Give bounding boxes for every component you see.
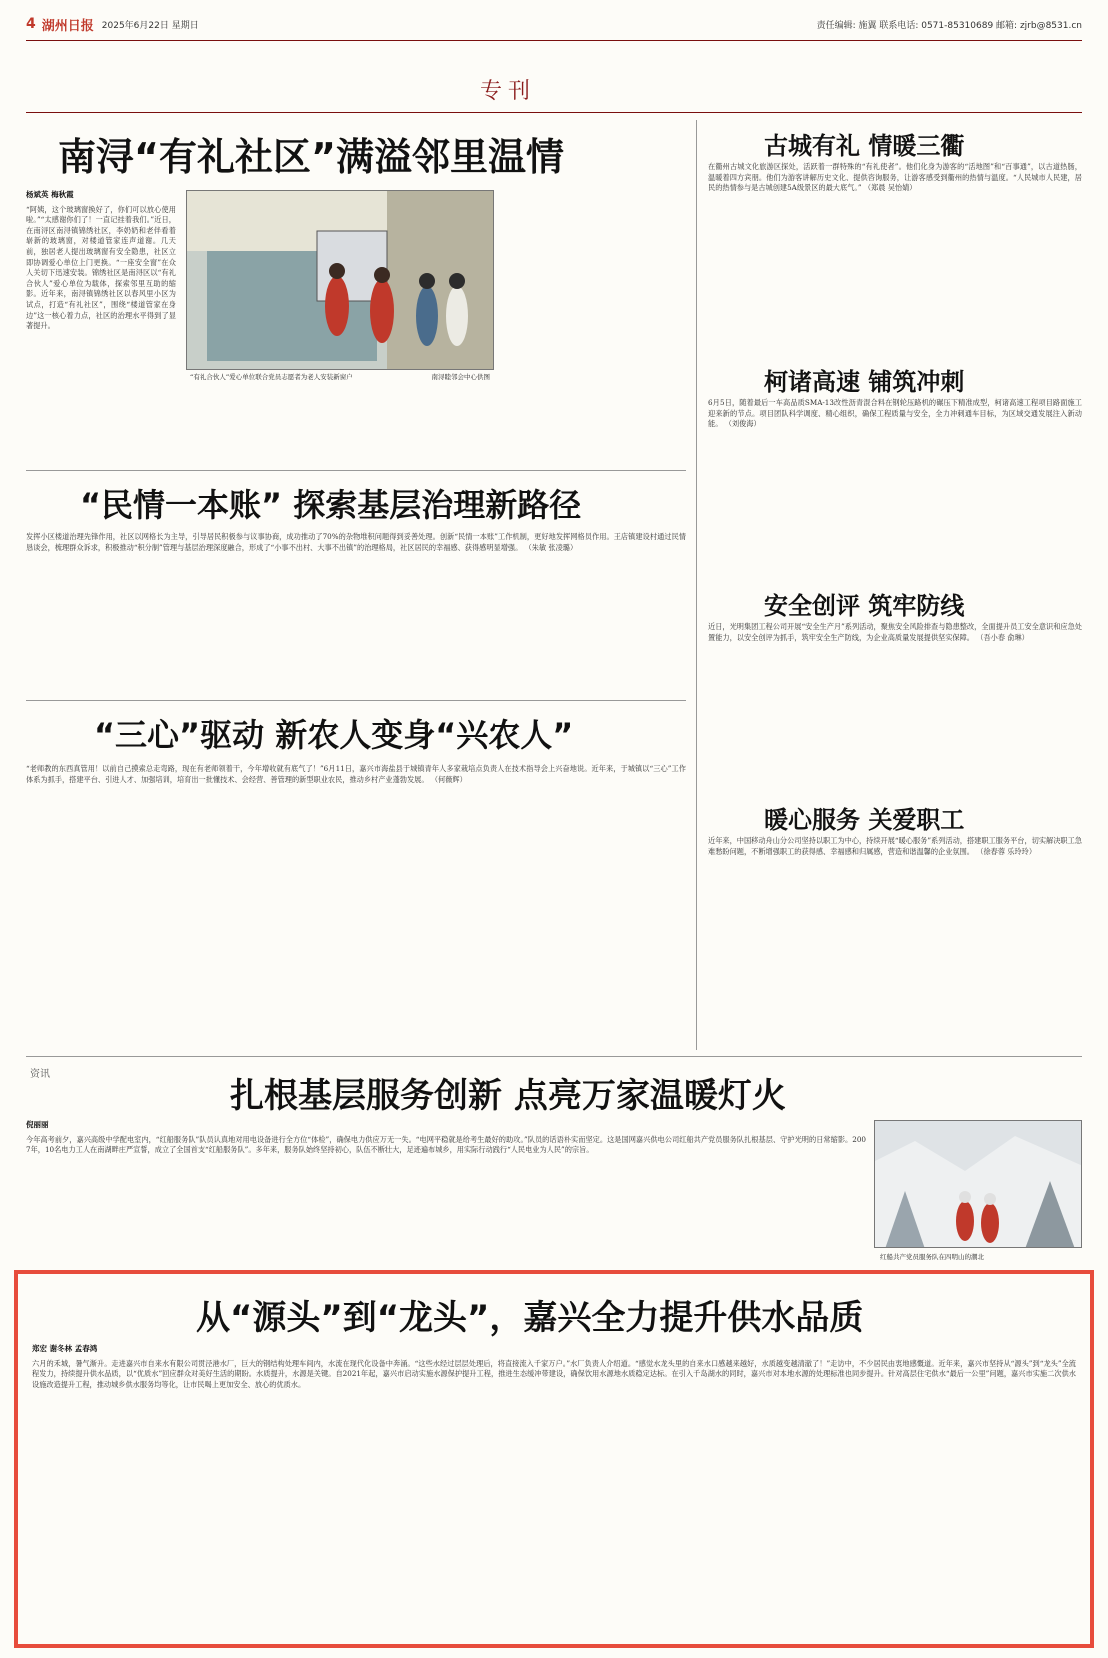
zhagen-headline: 扎根基层服务创新 点亮万家温暖灯火 bbox=[230, 1076, 786, 1116]
editor-info: 责任编辑: 施翼 联系电话: 0571-85310689 邮箱: zjrb@8531.cn bbox=[816, 20, 1082, 31]
zhagen-photo bbox=[874, 1120, 1082, 1248]
right-column-divider bbox=[696, 120, 697, 1050]
jiaxing-headline: 从“源头”到“龙头”，嘉兴全力提升供水品质 bbox=[196, 1298, 864, 1338]
gucheng-body bbox=[708, 162, 1082, 342]
section-rule bbox=[26, 112, 1082, 113]
divider-2 bbox=[26, 700, 686, 701]
zhagen-col bbox=[26, 1120, 866, 1265]
nanxun-col-4 bbox=[504, 190, 684, 460]
issue-date: 2025年6月22日 星期日 bbox=[101, 20, 199, 31]
anquan-body bbox=[708, 622, 1082, 792]
nanxun-body-right bbox=[504, 190, 684, 460]
nanxun-byline: 杨斌英 梅秋霞 bbox=[26, 190, 74, 199]
nanxun-body-mid bbox=[186, 390, 494, 460]
minqing-col bbox=[26, 532, 686, 692]
sanxin-body bbox=[26, 764, 686, 1046]
anquan-col bbox=[708, 622, 1082, 792]
kezhu-headline: 柯诸高速 铺筑冲刺 bbox=[764, 368, 965, 396]
nanxun-col-3 bbox=[346, 390, 494, 460]
nuanxin-col bbox=[708, 836, 1082, 1046]
paper-logo: 湖州日报 bbox=[41, 18, 94, 34]
sanxin-headline: “三心”驱动 新农人变身“兴农人” bbox=[94, 716, 574, 754]
nuanxin-headline: 暖心服务 关爱职工 bbox=[764, 806, 965, 834]
nanxun-caption bbox=[190, 372, 490, 381]
news-label: 资讯 bbox=[30, 1069, 50, 1080]
anquan-headline: 安全创评 筑牢防线 bbox=[764, 592, 965, 620]
sanxin-text: “老师教的东西真管用！以前自己摸索总走弯路，现在有老师领着干，今年增收就有底气了！”6月11日，嘉兴市海盐县于城镇青年人多家栽培点负责人在技术指导会上兴奋地说。近年来，于城镇以“三心”工作体系为抓手，搭建平台、引进人才、加强培训，培育出一批懂技术、会经营、善管理的新型职业农民，推动乡村产业蓬勃发展。 bbox=[26, 764, 686, 784]
nanxun-photo-image bbox=[187, 191, 494, 370]
jiaxing-body bbox=[32, 1344, 1076, 1640]
gucheng-col bbox=[708, 162, 1082, 342]
kezhu-body bbox=[708, 398, 1082, 568]
nanxun-headline: 南浔“有礼社区”满溢邻里温情 bbox=[58, 135, 564, 179]
jiaxing-col bbox=[32, 1344, 1076, 1640]
divider-3 bbox=[26, 1056, 1082, 1057]
jiaxing-text: 六月的禾城，暑气渐升。走进嘉兴市自来水有限公司贯泾港水厂，巨大的钢结构处理车间内，水流在现代化设备中奔涌。“这些水经过层层处理后，将直接流入千家万户。”水厂负责人介绍道。“感觉水龙头里的自来水口感越来越好，水质越变越清澈了！”走访中，不少居民由衷地感慨道。近年来，嘉兴市坚持从“源头”到“龙头”全流程发力，持续提升供水品质，以“优质水”回应群众对美好生活的期盼。水质提升，水源是关键。自2021年起，嘉兴市启动实施水源保护提升工程，推进生态缓冲带建设，确保饮用水源地水质稳定达标。在引入千岛湖水的同时，嘉兴市对本地水源的处理标准也同步提升。针对高层住宅供水“最后一公里”问题，嘉兴市实施二次供水设施改造提升工程，推动城乡供水服务均等化，让市民喝上更加安全、放心的优质水。 bbox=[32, 1358, 1076, 1389]
nuanxin-signature: （徐春蓉 乐玲玲） bbox=[976, 846, 1037, 856]
zhagen-photo-image bbox=[875, 1121, 1082, 1248]
jiaxing-byline: 郑宏 谢冬林 孟春鸿 bbox=[32, 1344, 98, 1353]
masthead bbox=[26, 10, 1082, 38]
nanxun-caption-left: “有礼合伙人”爱心单位联合党员志愿者为老人安装新窗户 bbox=[190, 373, 353, 381]
zhagen-byline: 倪丽丽 bbox=[26, 1120, 49, 1129]
kezhu-text: 6月5日，随着最后一车高品质SMA-13改性沥青混合料在钢轮压路机的碾压下精准成型，柯诸高速工程项目路面施工迎来新的节点。项目团队科学调度、精心组织，确保工程质量与安全，全力冲刺通车目标，为区域交通发展注入新动能。 bbox=[708, 398, 1082, 429]
sanxin-signature: （何薇辉） bbox=[430, 774, 467, 784]
section-title: 专刊 bbox=[480, 79, 537, 104]
zhagen-body bbox=[26, 1120, 866, 1265]
minqing-signature: （朱敏 张凌璐） bbox=[524, 542, 578, 552]
nuanxin-body bbox=[708, 836, 1082, 1046]
nanxun-photo bbox=[186, 190, 494, 370]
zhagen-caption: 红船共产党员服务队在四明山的潮北 bbox=[880, 1253, 984, 1261]
nanxun-body-left bbox=[26, 190, 176, 460]
page-number: 4 bbox=[26, 16, 36, 32]
zhagen-text: 今年高考前夕，嘉兴高级中学配电室内，“红船服务队”队员认真地对用电设备进行全方位“体检”，确保电力供应万无一失。“电网平稳就是给考生最好的助攻。”队员的话语朴实而坚定。这是国网嘉兴供电公司红船共产党员服务队扎根基层、守护光明的日常缩影。2007年，10名电力工人在南湖畔庄严宣誓，成立了全国首支“红船服务队”。多年来，服务队始终坚持初心，队伍不断壮大，足迹遍布城乡，用实际行动践行“人民电业为人民”的宗旨。 bbox=[26, 1134, 866, 1155]
sanxin-col bbox=[26, 764, 686, 1046]
gucheng-text: 在衢州古城文化旅游区探处，活跃着一群特殊的“有礼使者”。他们化身为游客的“活地图”和“百事通”，以古道热肠，温暖着四方宾朋。他们为游客讲解历史文化、提供咨询服务，让游客感受到衢州的热情与温度。“人民城市人民建，居民的热情参与是古城创建5A级景区的最大底气。” bbox=[708, 162, 1082, 193]
minqing-body bbox=[26, 532, 686, 692]
minqing-headline: “民情一本账” 探索基层治理新路径 bbox=[80, 486, 582, 524]
nanxun-caption-right: 南浔睦邻会中心供图 bbox=[431, 373, 490, 381]
gucheng-signature: （郑晨 吴怡婧） bbox=[863, 183, 917, 193]
minqing-text: 发挥小区楼道治理先锋作用，社区以网格长为主导，引导居民积极参与议事协商，成功推动了70%的杂物堆积问题得到妥善处理。创新“民情一本账”工作机制，更好地发挥网格员作用。王店镇建设村通过民情恳谈会，梳理群众诉求，积极推动“积分制”管理与基层治理深度融合，形成了“小事不出村、大事不出镇”的治理格局，社区居民的幸福感、获得感明显增强。 bbox=[26, 532, 686, 552]
nanxun-text-1: “阿姨，这个玻璃窗换好了，你们可以放心使用啦。”“太感谢你们了！一直记挂着我们。”近日，在南浔区南浔镇锦绣社区，李奶奶和老伴看着崭新的玻璃窗，对楼道管家连声道谢。几天前，独居老人提出玻璃窗有安全隐患，社区立即协调爱心单位上门更换。“一座安全窗”在众人关切下迅速安装。锦绣社区是南浔区以“有礼合伙人”爱心单位为载体，探索邻里互助的缩影。近年来，南浔镇锦绣社区以春风里小区为试点，打造“有礼社区”，围绕“楼道管家在身边”这一核心着力点，社区的治理水平得到了显著提升。 bbox=[26, 204, 176, 331]
anquan-signature: （吾小春 俞琳） bbox=[976, 632, 1029, 642]
nanxun-col-2 bbox=[186, 390, 334, 460]
gucheng-headline: 古城有礼 情暖三衢 bbox=[764, 132, 965, 160]
divider-1 bbox=[26, 470, 686, 471]
kezhu-signature: （刘俊海） bbox=[724, 419, 761, 429]
anquan-text: 近日，光明集团工程公司开展“安全生产月”系列活动，聚焦安全风险排查与隐患整改，全面提升员工安全意识和应急处置能力，以安全创评为抓手，筑牢安全生产防线，为企业高质量发展提供坚实保障。 bbox=[708, 622, 1082, 642]
kezhu-col bbox=[708, 398, 1082, 568]
top-rule bbox=[26, 40, 1082, 41]
nanxun-col-1 bbox=[26, 190, 176, 460]
nuanxin-text: 近年来，中国移动舟山分公司坚持以职工为中心，持续开展“暖心服务”系列活动，搭建职工服务平台，切实解决职工急难愁盼问题，不断增强职工的获得感、幸福感和归属感，营造和谐温馨的企业氛围。 bbox=[708, 836, 1082, 856]
